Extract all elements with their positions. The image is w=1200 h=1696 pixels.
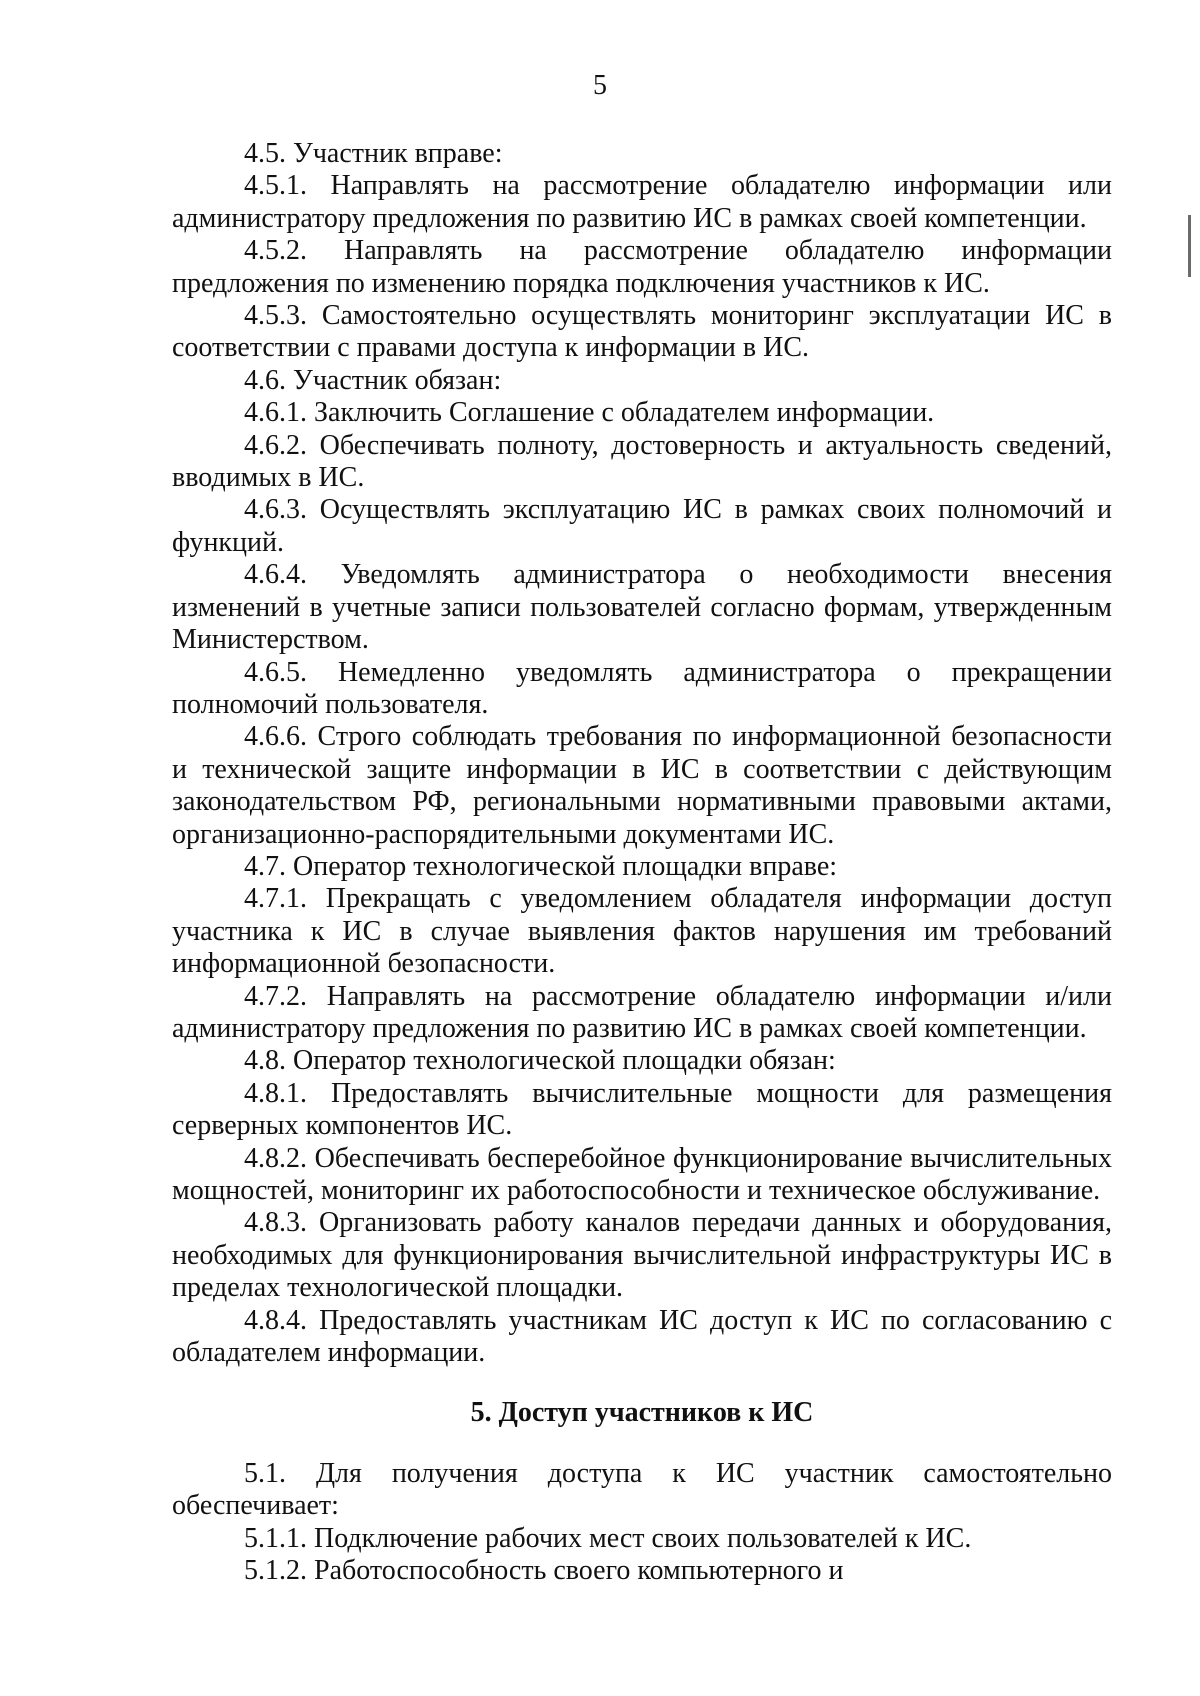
paragraph-4-8: 4.8. Оператор технологической площадки обязан: — [244, 1045, 836, 1077]
paragraph-4-7: 4.7. Оператор технологической площадки вправе: — [244, 850, 838, 882]
paragraph-4-5-2: 4.5.2. Направлять на рассмотрение обладателю информации предложения по изменению порядка подключения участников к ИС. — [172, 235, 1112, 299]
page-number: 5 — [593, 70, 607, 101]
paragraph-5-1: 5.1. Для получения доступа к ИС участник самостоятельно обеспечивает: — [172, 1457, 1112, 1522]
paragraph-4-8-4: 4.8.4. Предоставлять участникам ИС доступ к ИС по согласованию с обладателем информации. — [172, 1304, 1112, 1369]
paragraph-4-8-2: 4.8.2. Обеспечивать бесперебойное функционирование вычислительных мощностей, мониторинг их работоспособности и техническое обслуживание. — [172, 1142, 1112, 1206]
paragraph-5-1-1: 5.1.1. Подключение рабочих мест своих пользователей к ИС. — [244, 1522, 972, 1554]
paragraph-4-8-3: 4.8.3. Организовать работу каналов передачи данных и оборудования, необходимых для функционирования вычислительной инфраструктуры ИС в пределах технологической площадки. — [172, 1207, 1112, 1304]
paragraph-4-8-1: 4.8.1. Предоставлять вычислительные мощности для размещения серверных компонентов ИС. — [172, 1077, 1112, 1142]
paragraph-4-7-2: 4.7.2. Направлять на рассмотрение обладателю информации и/или администратору предложения по развитию ИС в рамках своей компетенции. — [172, 980, 1112, 1044]
paragraph-4-7-1: 4.7.1. Прекращать с уведомлением обладателя информации доступ участника к ИС в случае выявления фактов нарушения им требований информационной безопасности. — [172, 883, 1112, 980]
paragraph-4-6-4: 4.6.4. Уведомлять администратора о необходимости внесения изменений в учетные записи пользователей согласно формам, утвержденным Министерством. — [172, 559, 1112, 656]
paragraph-4-5-1: 4.5.1. Направлять на рассмотрение обладателю информации или администратору предложения по развитию ИС в рамках своей компетенции. — [172, 170, 1112, 234]
paragraph-4-6-3: 4.6.3. Осуществлять эксплуатацию ИС в рамках своих полномочий и функций. — [172, 494, 1112, 558]
section-heading: 5. Доступ участников к ИС — [470, 1397, 814, 1429]
paragraph-4-5: 4.5. Участник вправе: — [244, 138, 503, 169]
paragraph-4-6-5: 4.6.5. Немедленно уведомлять администратора о прекращении полномочий пользователя. — [172, 656, 1112, 720]
paragraph-4-5-3: 4.5.3. Самостоятельно осуществлять мониторинг эксплуатации ИС в соответствии с правами доступа к информации в ИС. — [172, 300, 1112, 364]
paragraph-4-6-6: 4.6.6. Строго соблюдать требования по информационной безопасности и технической защите информации в ИС в соответствии с действующим законодательством РФ, региональными нормативными правовыми актами, организационно-распорядительными документами ИС. — [172, 721, 1112, 850]
paragraph-5-1-2: 5.1.2. Работоспособность своего компьютерного и — [244, 1555, 844, 1587]
paragraph-4-6-1: 4.6.1. Заключить Соглашение с обладателем информации. — [244, 397, 935, 429]
document-body — [172, 138, 1112, 1587]
scan-margin-mark — [1188, 215, 1191, 277]
paragraph-4-6: 4.6. Участник обязан: — [244, 364, 502, 396]
paragraph-4-6-2: 4.6.2. Обеспечивать полноту, достоверность и актуальность сведений, вводимых в ИС. — [172, 429, 1112, 494]
